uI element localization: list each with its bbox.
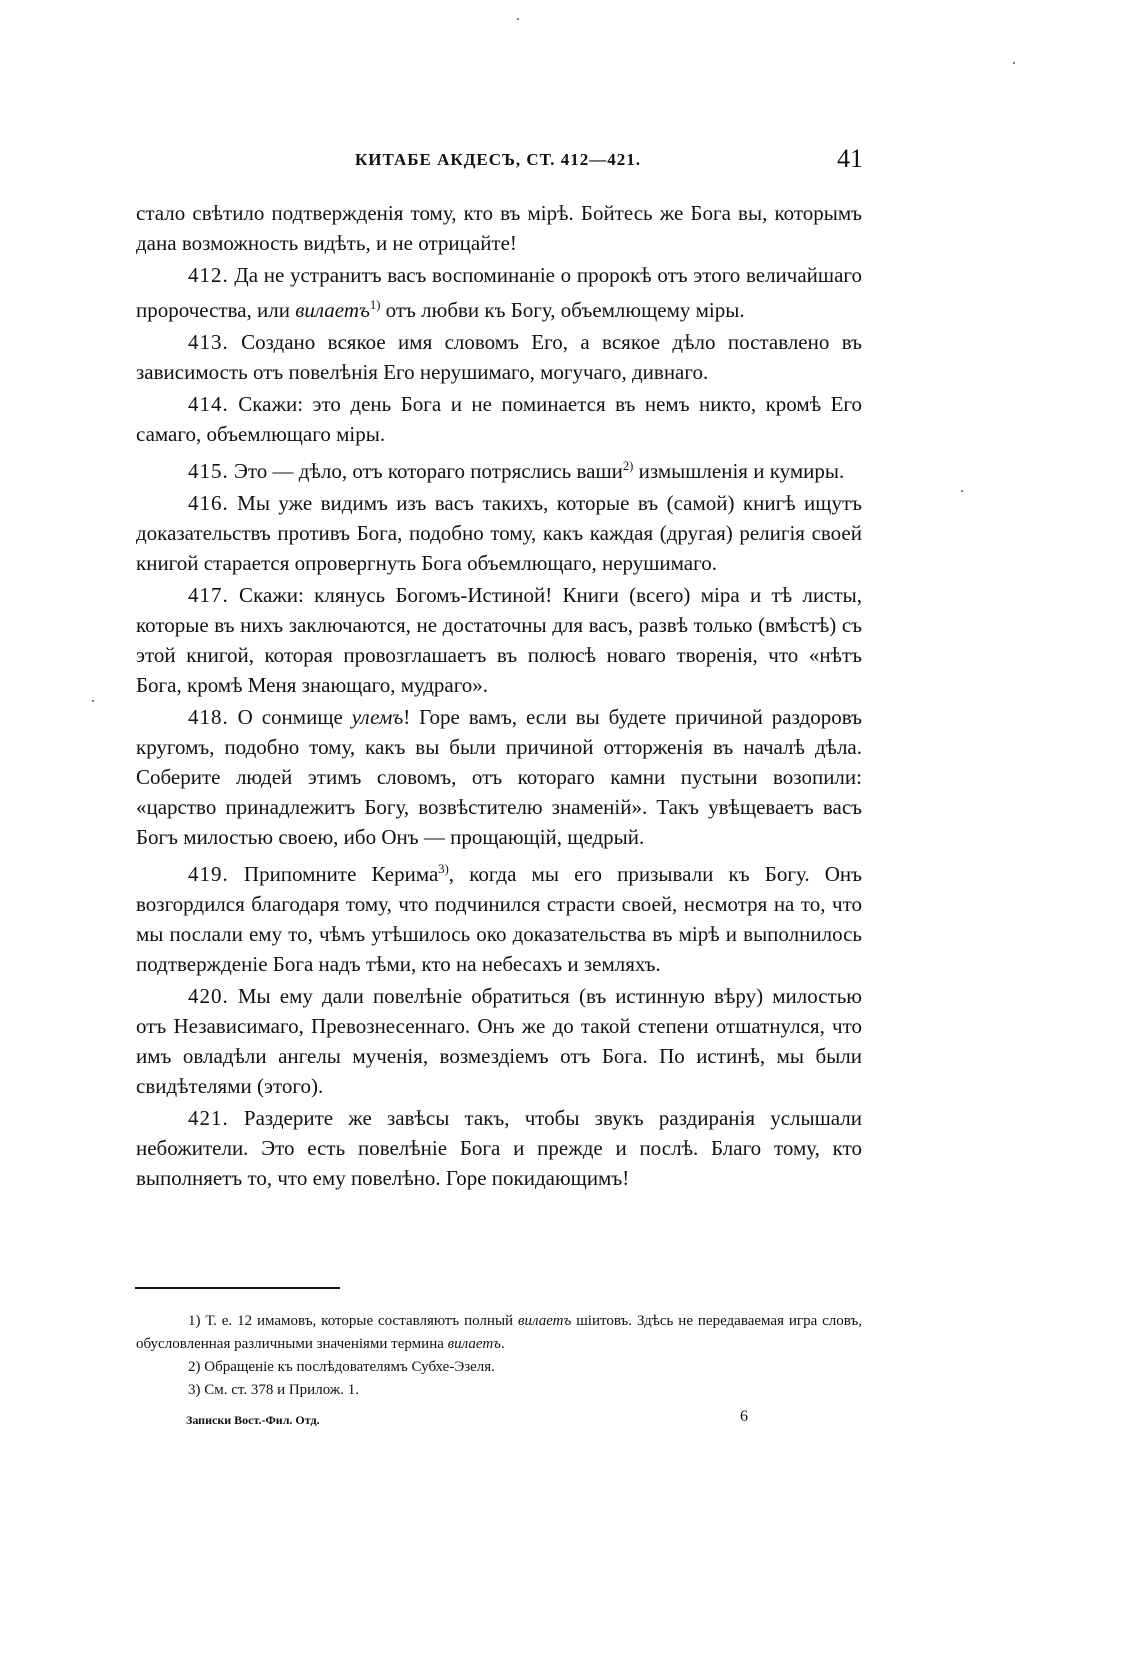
print-speck — [1013, 62, 1015, 64]
text-run: ! Горе вамъ, если вы будете причиной раздоровъ кругомъ, подобно тому, какъ вы были причиной отторженія въ началѣ дѣла. Соберите людей этимъ словомъ, отъ котораго камни пустыни возопили: «царство принадлежитъ Богу, возвѣстителю знаменій». Такъ увѣщеваетъ васъ Богъ милостью своею, ибо Онъ — прощающій, щедрый. — [136, 705, 862, 849]
running-head — [133, 144, 863, 178]
verse-paragraph — [136, 1103, 862, 1193]
footnote — [136, 1310, 862, 1356]
verse-number: 415. — [188, 459, 229, 483]
text-run: Скажи: клянусь Богомъ-Истиной! Книги (всего) міра и тѣ листы, которые въ нихъ заключаются, не достаточны для васъ, развѣ только (вмѣстѣ) съ этой книгой, которая провозглашаетъ въ полюсѣ новаго творенія, что «нѣтъ Бога, кромѣ Меня знающаго, мудраго». — [136, 583, 862, 697]
verse-number: 417. — [188, 583, 229, 607]
verse-paragraph — [136, 702, 862, 852]
verse-paragraph — [136, 327, 862, 387]
text-run: Это — дѣло, отъ котораго потряслись ваши — [228, 459, 623, 483]
verse-number: 412. — [188, 263, 229, 287]
verse-paragraph — [136, 981, 862, 1101]
print-speck — [517, 18, 519, 20]
verse-paragraph — [136, 854, 862, 979]
footnote-ref: 3) — [438, 862, 449, 876]
footnote-ref: 1) — [369, 298, 381, 312]
verse-number: 418. — [188, 705, 229, 729]
verse-number: 419. — [188, 862, 229, 886]
text-run: Мы уже видимъ изъ васъ такихъ, которые въ (самой) книгѣ ищутъ доказательствъ противъ Бога, подобно тому, какъ каждая (другая) религія своей книгой старается опровергнуть Бога объемлющаго, нерушимаго. — [136, 491, 862, 575]
italic-term: вилаетъ — [517, 1313, 572, 1329]
italic-term: улемъ — [351, 705, 404, 729]
verse-paragraph — [136, 260, 862, 325]
footnotes — [136, 1310, 862, 1402]
text-run: отъ любви къ Богу, объемлющему міры. — [380, 298, 745, 322]
print-speck — [961, 490, 963, 492]
italic-term: вилаетъ — [295, 298, 370, 322]
signature-journal: Записки Вост.-Фил. Отд. — [186, 1413, 320, 1427]
verse-number: 414. — [188, 392, 229, 416]
verse-paragraph — [136, 488, 862, 578]
text-run: 1) Т. е. 12 имамовъ, которые составляютъ полный — [188, 1313, 518, 1329]
verse-number: 420. — [188, 984, 229, 1008]
text-run: Припомните Керима — [228, 862, 439, 886]
text-run: О сонмище — [228, 705, 352, 729]
text-run: Раздерите же завѣсы такъ, чтобы звукъ раздиранія услышали небожители. Это есть повелѣніе Бога и прежде и послѣ. Благо тому, кто выполняетъ то, что ему повелѣно. Горе покидающимъ! — [136, 1106, 862, 1190]
verse-number: 413. — [188, 330, 229, 354]
text-run: шіитовъ. Здѣсь не передаваемая игра словъ, обусловленная различными значеніями термина — [136, 1313, 863, 1352]
text-run: Да не устранитъ васъ воспоминаніе о пророкѣ отъ этого величайшаго пророчества, или — [136, 263, 862, 322]
running-title: КИТАБЕ АКДЕСЪ, СТ. 412—421. — [354, 150, 641, 169]
text-run: 2) Обращеніе къ послѣдователямъ Субхе-Эзеля. — [188, 1359, 495, 1375]
signature-sheet-mark: 6 — [740, 1408, 748, 1425]
text-run: Скажи: это день Бога и не поминается въ немъ никто, кромѣ Его самаго, объемлющаго міры. — [136, 392, 862, 446]
text-run: стало свѣтило подтвержденія тому, кто въ мірѣ. Бойтесь же Бога вы, которымъ дана возможность видѣть, и не отрицайте! — [136, 201, 862, 255]
main-text — [136, 198, 862, 1195]
text-run: измышленія и кумиры. — [633, 459, 845, 483]
print-speck — [92, 700, 94, 702]
footnote — [136, 1379, 862, 1402]
footnote-divider — [135, 1287, 340, 1289]
text-run: 3) См. ст. 378 и Прилож. 1. — [188, 1382, 359, 1398]
text-run: Создано всякое имя словомъ Его, а всякое дѣло поставлено въ зависимость отъ повелѣнія Его нерушимаго, могучаго, дивнаго. — [136, 330, 862, 384]
verse-number: 421. — [188, 1106, 229, 1130]
text-run: Мы ему дали повелѣніе обратиться (въ истинную вѣру) милостью отъ Независимаго, Превознесеннаго. Онъ же до такой степени отшатнулся, что имъ овладѣли ангелы мученія, возмездіемъ отъ Бога. По истинѣ, мы были свидѣтелями (этого). — [136, 984, 862, 1098]
footnote-ref: 2) — [622, 459, 634, 473]
verse-paragraph — [136, 389, 862, 449]
text-run: , когда мы его призывали къ Богу. Онъ возгордился благодаря тому, что подчинился страсти своей, несмотря на то, что мы послали ему то, чѣмъ утѣшилось око доказательства въ мірѣ и выполнилось подтвержденіе Бога надъ тѣми, кто на небесахъ и земляхъ. — [136, 862, 862, 976]
paragraph-continuation — [136, 198, 862, 258]
footnote — [136, 1356, 862, 1379]
text-run: . — [500, 1336, 505, 1352]
verse-number: 416. — [188, 491, 229, 515]
page-number: 41 — [837, 144, 863, 173]
verse-paragraph — [136, 580, 862, 700]
verse-paragraph — [136, 451, 862, 486]
italic-term: вилаетъ — [447, 1336, 501, 1352]
